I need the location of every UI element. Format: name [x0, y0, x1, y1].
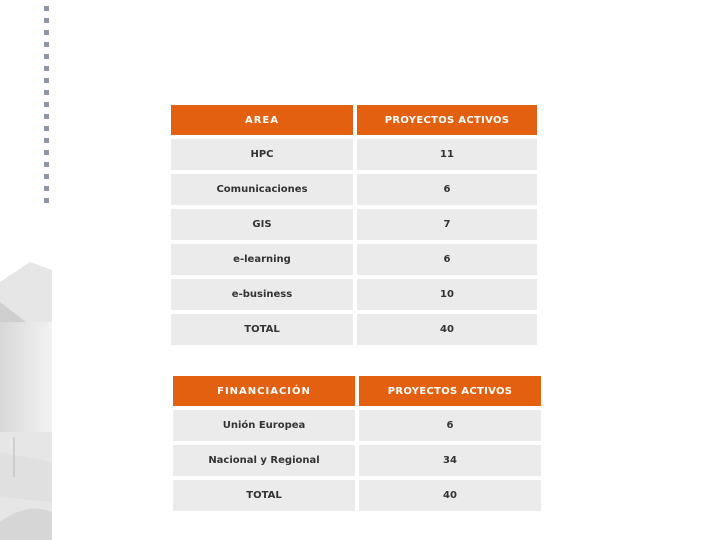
table-cell: 40	[357, 314, 537, 345]
table-row-total	[173, 480, 541, 511]
table-cell: Nacional y Regional	[173, 445, 355, 476]
decorative-dot-strip	[44, 6, 50, 203]
table-row	[171, 139, 537, 170]
table-cell: 11	[357, 139, 537, 170]
header-cell: FINANCIACIÓN	[173, 376, 355, 406]
header-cell: PROYECTOS ACTIVOS	[359, 376, 541, 406]
table-cell: Unión Europea	[173, 410, 355, 441]
table-row-total	[171, 314, 537, 345]
table-cell: Comunicaciones	[171, 174, 353, 205]
table-cell: 7	[357, 209, 537, 240]
financiacion-table	[169, 372, 545, 515]
table-cell: 34	[359, 445, 541, 476]
header-cell: AREA	[171, 105, 353, 135]
table-header-row	[171, 105, 537, 135]
table-row	[171, 244, 537, 275]
table-cell: 6	[359, 410, 541, 441]
table-cell: 6	[357, 244, 537, 275]
header-cell: PROYECTOS ACTIVOS	[357, 105, 537, 135]
table-cell: e-learning	[171, 244, 353, 275]
table-cell: HPC	[171, 139, 353, 170]
table-cell: 10	[357, 279, 537, 310]
table-cell: 40	[359, 480, 541, 511]
table-cell: 6	[357, 174, 537, 205]
table-cell: TOTAL	[173, 480, 355, 511]
decorative-graphic	[0, 262, 52, 540]
table-row	[171, 174, 537, 205]
table-cell: e-business	[171, 279, 353, 310]
table-row	[173, 445, 541, 476]
area-table	[167, 101, 541, 349]
table-cell: GIS	[171, 209, 353, 240]
table-row	[173, 410, 541, 441]
table-cell: TOTAL	[171, 314, 353, 345]
table-row	[171, 209, 537, 240]
table-row	[171, 279, 537, 310]
table-header-row	[173, 376, 541, 406]
